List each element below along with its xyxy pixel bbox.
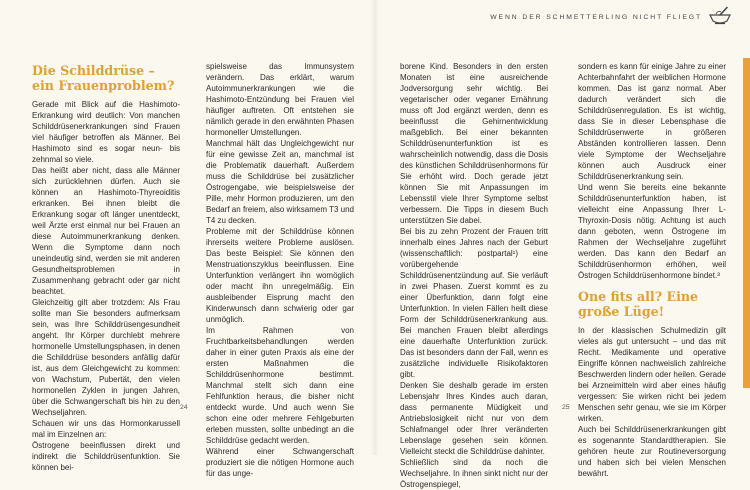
mortar-pestle-icon bbox=[708, 6, 732, 26]
paragraph: Östrogene beeinflussen direkt und indirekt die Schilddrüsenfunktion. Sie können bei- bbox=[32, 441, 180, 472]
paragraph: Das heißt aber nicht, dass alle Männer sich zurücklehnen dürfen. Auch sie können an Hashimoto-Thyreoiditis erkranken. Bei ihnen bleibt die Erkrankung sogar oft länger unentdeckt, weil Ärzte erst einmal nur bei Frauen an diese Autoimmunerkrankung denken. Wenn die Symptome dann noch uneindeutig sind, werden sie mit anderen Gesundheitsproblemen in Zusammenhang gebracht oder gar nicht beachtet. bbox=[32, 166, 180, 296]
paragraph: Bei bis zu zehn Prozent der Frauen tritt innerhalb eines Jahres nach der Geburt (wissenschaftlich: postpartal¹) eine vorübergehende Schilddrüsenentzündung auf. Sie verläuft in zwei Phasen. Zuerst kommt es zu einer Überfunktion, dann folgt eine Unterfunktion. In vielen Fällen heilt diese Form der Schilddrüsenerkrankung aus. Bei manchen Frauen bleibt allerdings eine dauerhafte Unterfunktion zurück. Das ist besonders dann der Fall, wenn es zusätzliche individuelle Risikofaktoren gibt. bbox=[400, 227, 548, 379]
paragraph: Gerade mit Blick auf die Hashimoto-Erkrankung wird deutlich: Von manchen Schilddrüsenerkrankungen sind Frauen viel häufiger betroffen als Männer. Bei Hashimoto sind es sogar neun- bis zehnmal so viele. bbox=[32, 100, 180, 164]
paragraph: spielsweise das Immunsystem verändern. Das erklärt, warum Autoimmunerkrankungen wie die Hashimoto-Entzündung bei Frauen viel häufiger auftreten. Oft entstehen sie nämlich gerade in den erwähnten Phasen hormoneller Umstellungen. bbox=[206, 62, 354, 137]
paragraph: In der klassischen Schulmedizin gilt vieles als gut untersucht – und das mit Recht. Medikamente und operative Eingriffe können nachweislich zahlreiche Beschwerden lindern oder heilen. Gerade bei Arzneimitteln wird aber eines häufig vergessen: Sie wirken nicht bei jedem Menschen sehr genau, wie sie im Körper wirken. bbox=[578, 326, 726, 423]
page-number-right: 25 bbox=[562, 404, 570, 411]
running-header: WENN DER SCHMETTERLING NICHT FLIEGT bbox=[490, 14, 702, 21]
paragraph: Probleme mit der Schilddrüse können ihrerseits weitere Probleme auslösen. Das beste Beispiel: Sie können den Menstruationszyklus beeinflussen. Eine Unterfunktion verlängert ihn womöglich oder macht ihn unregelmäßig. Ein ausbleibender Eisprung macht den Kinderwunsch dann schwierig oder gar unmöglich. bbox=[206, 227, 354, 324]
text-column-1 bbox=[32, 64, 180, 473]
paragraph: Schauen wir uns das Hormonkarussell mal im Einzelnen an: bbox=[32, 419, 180, 439]
paragraph: Im Rahmen von Fruchtbarkeitsbehandlungen werden daher in einer guten Praxis als eine der ersten Maßnahmen die Schilddrüsenhormone bestimmt. Manchmal stellt sich dann eine Fehlfunktion heraus, die bisher nicht entdeckt wurde. Und auch wenn Sie schon eine oder mehrere Fehlgeburten erleben mussten, sollte unbedingt an die Schilddrüse gedacht werden. bbox=[206, 326, 354, 445]
paragraph: Manchmal hält das Ungleichgewicht nur für eine gewisse Zeit an, manchmal ist die Problematik dauerhaft. Außerdem muss die Schilddrüse bei zusätzlicher Östrogengabe, wie beispielsweise der Pille, mehr Hormon produzieren, um den Bedarf an freiem, also wirksamem T3 und T4 zu decken. bbox=[206, 139, 354, 225]
text-column-4 bbox=[578, 61, 726, 479]
paragraph: Auch bei Schilddrüsenerkrankungen gibt es sogenannte Standardtherapien. Sie gehören heute zur Routineversorgung und haben sich bei vielen Menschen bewährt. bbox=[578, 425, 726, 478]
paragraph: sondern es kann für einige Jahre zu einer Achterbahnfahrt der weiblichen Hormone kommen. Das ist ganz normal. Aber dadurch verändert sich die Schilddrüsenregulation. Es ist wichtig, dass Sie in dieser Lebensphase die Schilddrüsenwerte in größeren Abständen kontrollieren lassen. Denn viele Symptome der Wechseljahre können auch Ausdruck einer Schilddrüsenerkrankung sein. bbox=[578, 62, 726, 181]
paragraph: Und wenn Sie bereits eine bekannte Schilddrüsenunterfunktion haben, ist vielleicht eine Anpassung Ihrer L-Thyroxin-Dosis nötig. Achtung ist auch dann geboten, wenn Östrogene im Rahmen der Wechseljahre zugeführt werden. Das kann den Bedarf an Schilddrüsenhormon erhöhen, weil Östrogen Schilddrüsenhormone bindet.³ bbox=[578, 183, 726, 280]
paragraph: Denken Sie deshalb gerade im ersten Lebensjahr Ihres Kindes auch daran, dass permanente Müdigkeit und Antriebslosigkeit nicht nur von dem Schlafmangel oder Ihrer veränderten Lebenslage gesehen sein können. Vielleicht steckt die Schilddrüse dahinter. bbox=[400, 381, 548, 456]
paragraph: Während einer Schwangerschaft produziert sie die nötigen Hormone auch für das unge- bbox=[206, 447, 354, 478]
book-gutter bbox=[371, 0, 379, 455]
chapter-color-band bbox=[743, 58, 750, 388]
section-heading: Die Schilddrüse – ein Frauenproblem? bbox=[32, 63, 175, 93]
section-heading-2: One fits all? Eine große Lüge! bbox=[578, 289, 699, 319]
paragraph: borene Kind. Besonders in den ersten Monaten ist eine ausreichende Jodversorgung sehr wichtig. Bei vegetarischer oder veganer Ernährung muss oft Jod ergänzt werden, denn es beeinflusst die Gehirnentwicklung maßgeblich. Bei einer bekannten Schilddrüsenunterfunktion ist es wahrscheinlich notwendig, dass die Dosis des künstlichen Schilddrüsenhormons für Sie erhöht wird. Doch gerade jetzt können Sie mit Anpassungen im Lebensstil viele Ihrer Symptome selbst verbessern. Die Tipps in diesem Buch unterstützen Sie dabei. bbox=[400, 62, 548, 225]
page-number-left: 24 bbox=[180, 404, 188, 411]
text-column-3 bbox=[400, 61, 548, 490]
text-column-2 bbox=[206, 61, 354, 479]
paragraph: Schließlich sind da noch die Wechseljahre. In ihnen sinkt nicht nur der Östrogenspiegel, bbox=[400, 458, 548, 489]
paragraph: Gleichzeitig gilt aber trotzdem: Als Frau sollte man Sie besonders aufmerksam sein, was Ihre Schilddrüsengesundheit angeht. Ihr Körper durchlebt mehrere hormonelle Umstellungsphasen, in denen die Schilddrüse besonders anfällig dafür ist, aus dem Gleichgewicht zu kommen: von Wachstum, Pubertät, den vielen hormonellen Zyklen in jungen Jahren, über die Schwangerschaft bis hin zu den Wechseljahren. bbox=[32, 298, 180, 417]
